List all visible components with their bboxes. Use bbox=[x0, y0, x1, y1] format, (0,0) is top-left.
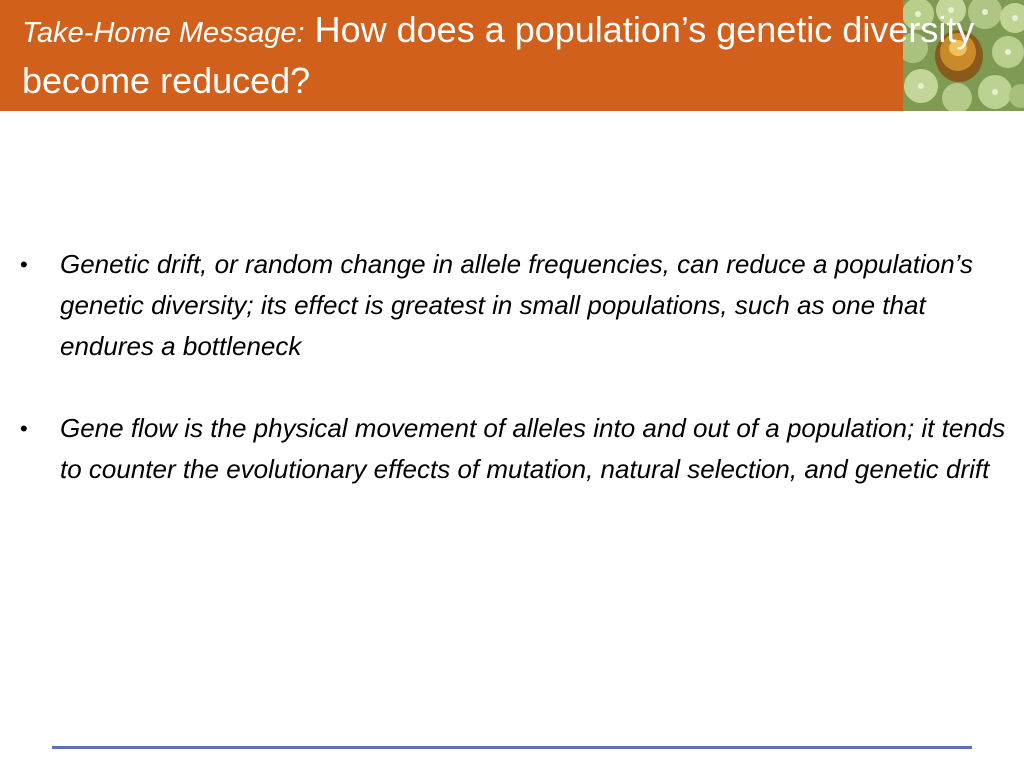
bullet-list bbox=[16, 244, 1006, 531]
title-main: How does a population’s genetic diversity become reduced? bbox=[22, 9, 975, 101]
title-lead: Take-Home Message: bbox=[22, 17, 305, 49]
footer-divider bbox=[52, 746, 972, 749]
slide-title bbox=[22, 6, 982, 104]
bullet-text: Genetic drift, or random change in allele frequencies, can reduce a population’s genetic diversity; its effect is greatest in small populations, such as one that endures a bottleneck bbox=[60, 249, 973, 361]
list-item bbox=[16, 408, 1006, 490]
bullet-text: Gene flow is the physical movement of alleles into and out of a population; it tends to counter the evolutionary effects of mutation, natural selection, and genetic drift bbox=[60, 413, 1006, 484]
list-item bbox=[16, 244, 1006, 367]
bullet-marker: • bbox=[20, 416, 28, 441]
bullet-marker: • bbox=[20, 252, 28, 277]
